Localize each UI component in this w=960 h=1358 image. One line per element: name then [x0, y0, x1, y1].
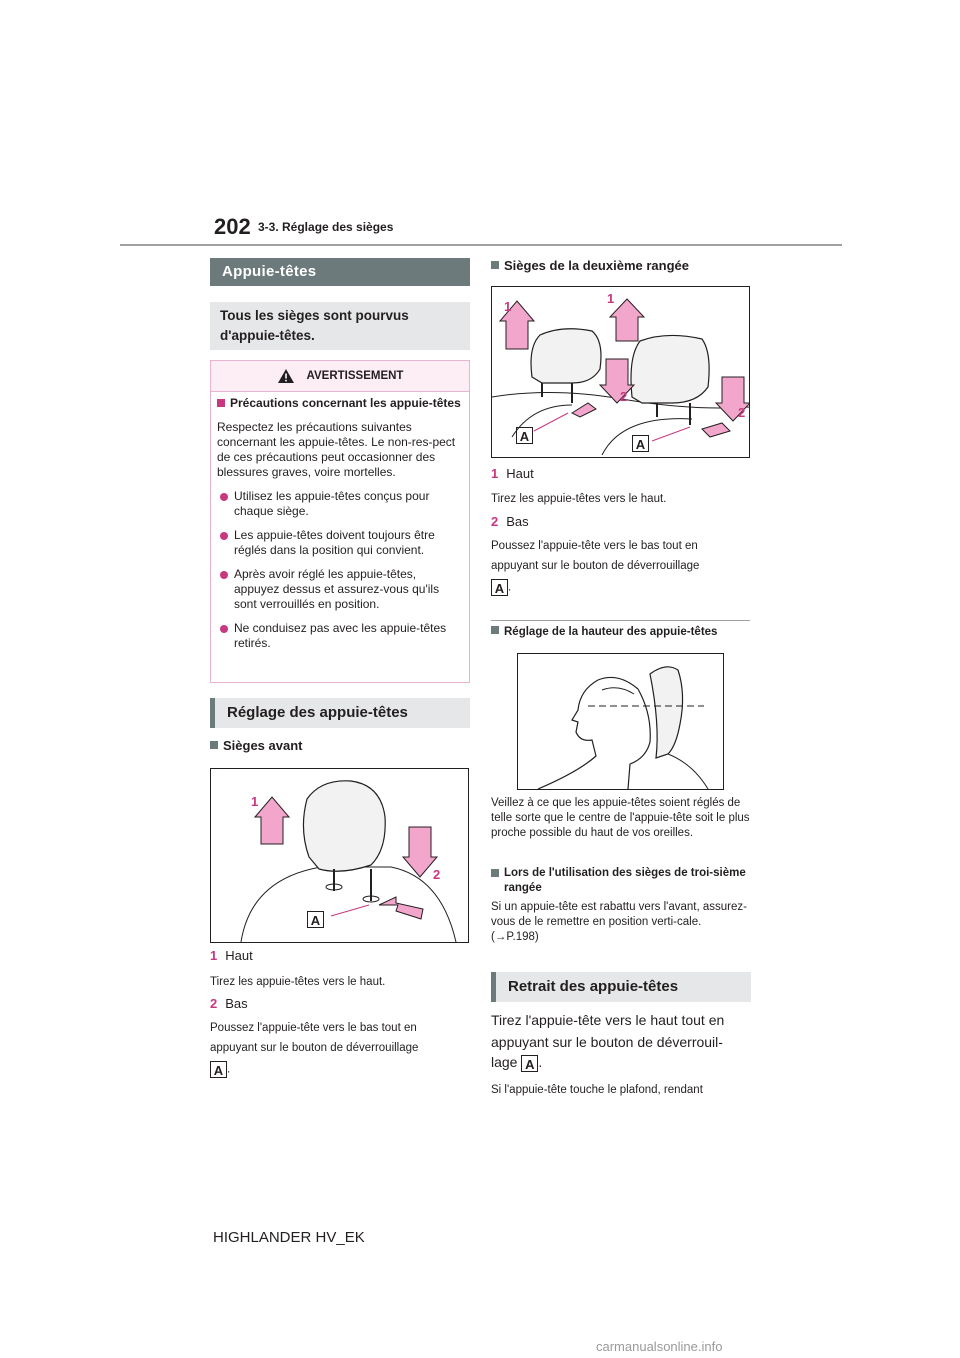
header-divider [120, 244, 842, 246]
item-1-label: 1 Haut [210, 948, 253, 963]
warning-header [211, 361, 469, 392]
front-headrest-illustration [210, 768, 469, 943]
warning-subtitle: Précautions concernant les appuie-têtes [217, 396, 463, 411]
figure-label-1: 1 [251, 794, 259, 809]
figure-label-1: 1 [607, 291, 615, 306]
removal-text-line2: appuyant sur le bouton de déverrouil- [491, 1034, 723, 1050]
second-row-headrest-illustration [491, 286, 750, 458]
bullet-dot-icon [220, 625, 228, 633]
third-row-heading: Lors de l'utilisation des sièges de troi-sième rangée [491, 866, 751, 896]
figure-label-a: A [516, 427, 533, 444]
warning-bullet: Après avoir réglé les appuie-têtes, appuyez dessus et assurez-vous qu'ils sont verrouillés en position. [217, 567, 463, 612]
head-position-illustration [517, 653, 724, 790]
figure-label-1: 1 [504, 299, 512, 314]
intro-box: Tous les sièges sont pourvus d'appuie-têtes. [210, 302, 470, 350]
item-2-label: 2 Bas [491, 514, 529, 529]
square-bullet-icon [217, 399, 225, 407]
removal-title-bar: Retrait des appuie-têtes [491, 972, 751, 1002]
bullet-dot-icon [220, 532, 228, 540]
label-a: A [521, 1055, 538, 1072]
watermark: carmanualsonline.info [596, 1339, 723, 1354]
square-bullet-icon [491, 869, 499, 877]
label-a: A [210, 1061, 227, 1078]
warning-body [211, 392, 469, 666]
square-bullet-icon [491, 626, 499, 634]
front-seats-heading: Sièges avant [210, 738, 303, 753]
item-1-text: Tirez les appuie-têtes vers le haut. [210, 976, 386, 988]
item-2-text-line2: appuyant sur le bouton de déverrouillage [210, 1042, 419, 1054]
item-2-text-line1: Poussez l'appuie-tête vers le bas tout en [210, 1022, 417, 1034]
section-reference: 3-3. Réglage des sièges [258, 220, 394, 234]
removal-tail-text: Si l'appuie-tête touche le plafond, rendant [491, 1084, 703, 1096]
adjust-title-bar: Réglage des appuie-têtes [210, 698, 470, 728]
height-adjust-text: Veillez à ce que les appuie-têtes soient réglés de telle sorte que le centre de l'appuie-tête soit le plus proche possible du haut de vos oreilles. [491, 797, 750, 839]
item-2-label: 2 Bas [210, 996, 248, 1011]
section-divider [491, 620, 750, 621]
square-bullet-icon [491, 261, 499, 269]
item-1-label: 1 Haut [491, 466, 534, 481]
release-button-ref: A . [491, 579, 511, 596]
page-number: 202 [214, 214, 251, 239]
item-1-text: Tirez les appuie-têtes vers le haut. [491, 493, 667, 505]
warning-bullet: Utilisez les appuie-têtes conçus pour chaque siège. [217, 489, 463, 519]
footer-model: HIGHLANDER HV_EK [213, 1229, 365, 1246]
item-2-text-line2: appuyant sur le bouton de déverrouillage [491, 560, 700, 572]
front-headrest-drawing [211, 769, 468, 942]
removal-text-line3: lage A . [491, 1054, 543, 1072]
headrests-title-bar: Appuie-têtes [210, 258, 470, 286]
warning-text: Respectez les précautions suivantes concernant les appuie-têtes. Le non-res-pect de ces précautions peut occasionner des blessures graves, voire mortelles. [217, 420, 456, 479]
second-row-heading: Sièges de la deuxième rangée [491, 258, 689, 273]
release-button-ref: A . [210, 1061, 230, 1078]
third-row-text: Si un appuie-tête est rabattu vers l'avant, assurez-vous de le remettre en position verti-cale. (→P.198) [491, 901, 747, 943]
warning-triangle-icon [277, 368, 295, 384]
label-a: A [491, 579, 508, 596]
head-position-drawing [518, 654, 723, 789]
figure-label-a: A [632, 435, 649, 452]
square-bullet-icon [210, 741, 218, 749]
bullet-dot-icon [220, 571, 228, 579]
warning-bullet: Ne conduisez pas avec les appuie-têtes retirés. [217, 621, 463, 651]
item-2-text-line1: Poussez l'appuie-tête vers le bas tout en [491, 540, 698, 552]
warning-title: AVERTISSEMENT [306, 370, 404, 382]
figure-label-a: A [307, 911, 324, 928]
warning-bullet: Les appuie-têtes doivent toujours être réglés dans la position qui convient. [217, 528, 463, 558]
warning-box [210, 360, 470, 683]
bullet-dot-icon [220, 493, 228, 501]
figure-label-2: 2 [433, 867, 441, 882]
figure-label-2: 2 [738, 405, 746, 420]
height-adjust-heading: Réglage de la hauteur des appuie-têtes [491, 626, 717, 638]
figure-label-2: 2 [620, 389, 628, 404]
removal-text-line1: Tirez l'appuie-tête vers le haut tout en [491, 1012, 725, 1028]
